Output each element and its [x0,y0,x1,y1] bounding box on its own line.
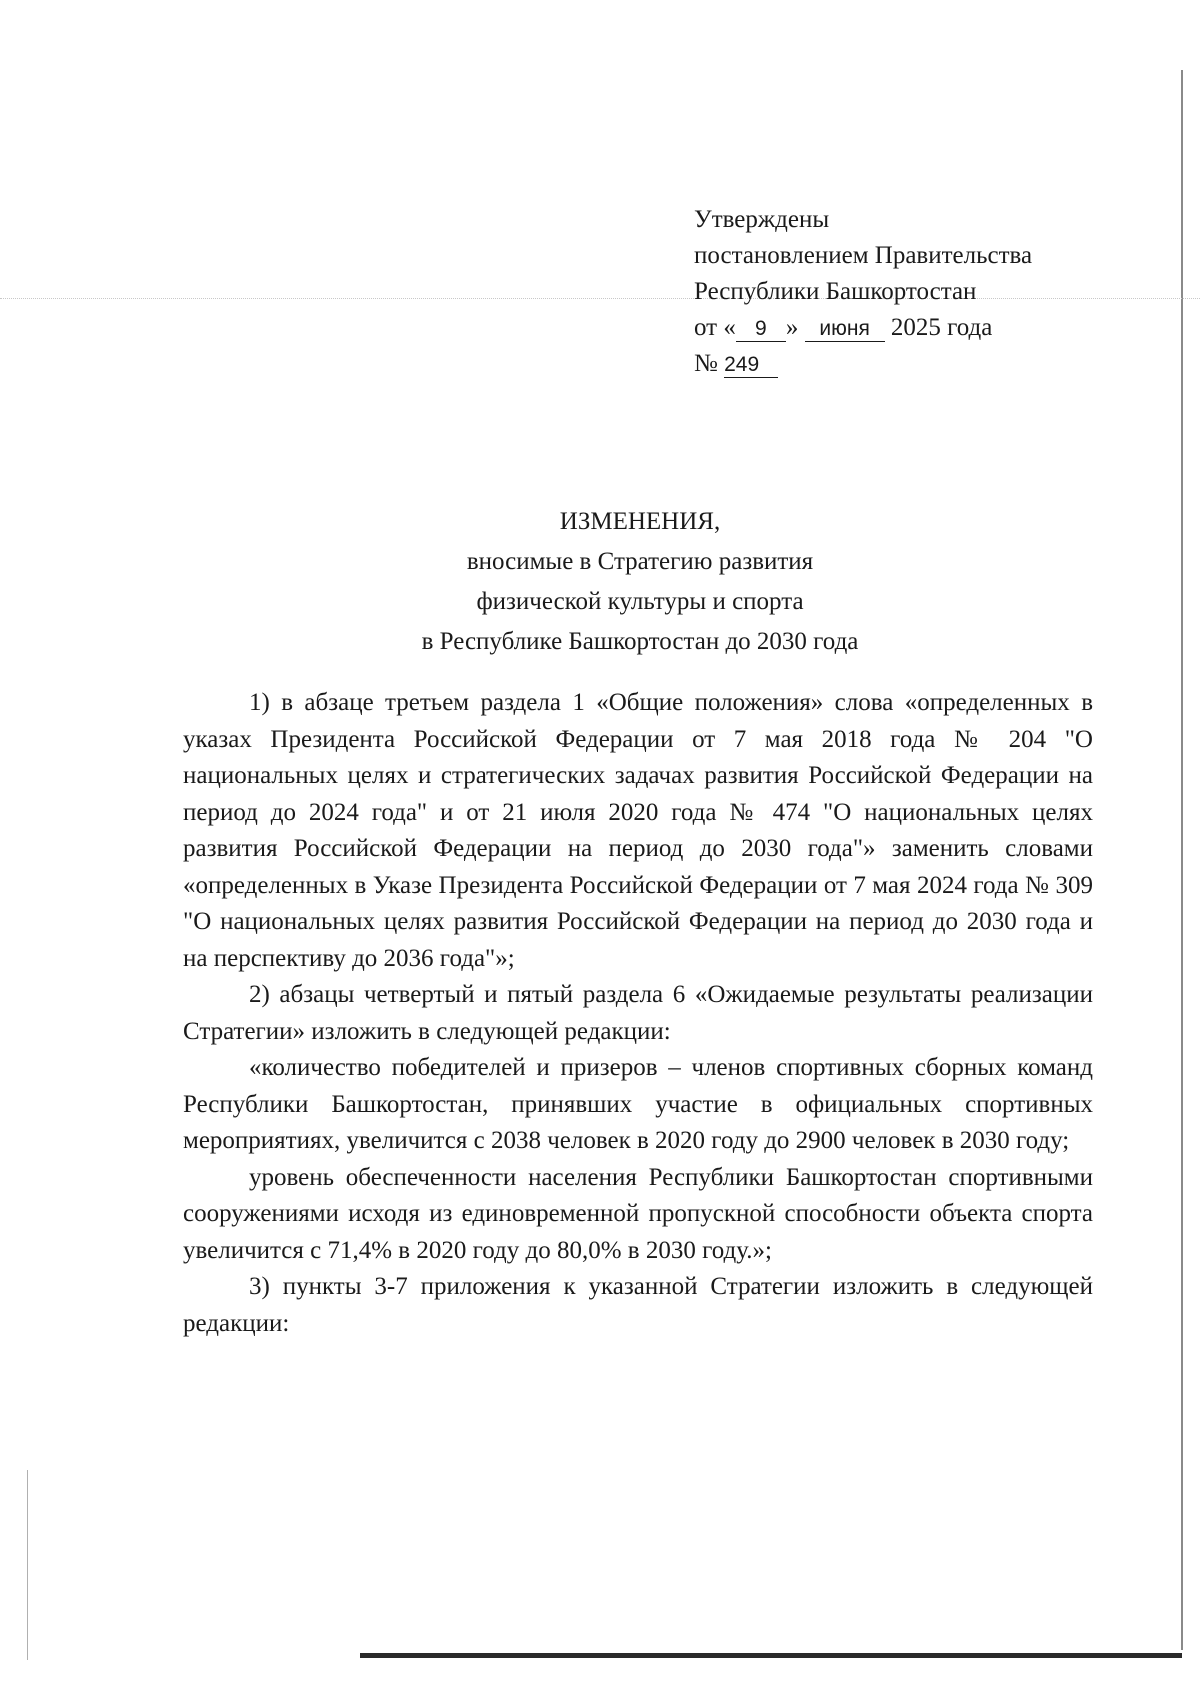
number-prefix: № [694,350,718,377]
approval-line: Республики Башкортостан [694,278,977,305]
heading-line: физической культуры и спорта [476,588,804,615]
paragraph: 2) абзацы четвертый и пятый раздела 6 «Ожидаемые результаты реализации Стратегии» изложить в следующей редакции: [183,981,1093,1045]
date-mid: » [785,314,799,341]
heading-title: ИЗМЕНЕНИЯ, [559,508,721,535]
paragraph: уровень обеспеченности населения Республики Башкортостан спортивными сооружениями исходя из единовременной пропускной способности объекта спорта увеличится с 71,4% в 2020 году до 80,0% в 2030 году.»; [183,1163,1093,1264]
approval-date [694,310,1032,346]
heading-line: вносимые в Стратегию развития [466,548,814,575]
date-year: 2025 года [890,314,993,341]
document-number: 249 [724,353,778,378]
document-body [183,685,1093,1342]
document-heading [180,502,1100,662]
approval-line: постановлением Правительства [694,242,1033,269]
scan-edge-bottom [360,1653,1182,1658]
paragraph: 1) в абзаце третьем раздела 1 «Общие положения» слова «определенных в указах Президента Российской Федерации от 7 мая 2018 года № 204 "О национальных целях и стратегических задачах развития Российской Федерации на период до 2024 года" и от 21 июля 2020 года № 474 "О национальных целях развития Российской Федерации на период до 2030 года"» заменить словами «определенных в Указе Президента Российской Федерации от 7 мая 2024 года № 309 "О национальных целях развития Российской Федерации на период до 2030 года и на перспективу до 2036 года"»; [183,689,1093,972]
paragraph: «количество победителей и призеров – членов спортивных сборных команд Республики Башкортостан, принявших участие в официальных спортивных мероприятиях, увеличится с 2038 человек в 2020 году до 2900 человек в 2030 году; [183,1054,1093,1154]
date-prefix: от « [694,314,736,341]
approval-block [694,202,1032,382]
heading-line: в Республике Башкортостан до 2030 года [421,628,859,655]
scan-edge-left [27,1470,28,1660]
paragraph: 3) пункты 3-7 приложения к указанной Стратегии изложить в следующей редакции: [183,1273,1093,1337]
approval-line: Утверждены [694,206,830,233]
date-month: июня [805,317,885,342]
scan-edge-right [1181,70,1183,1650]
approval-number [694,346,1032,382]
date-day: 9 [736,317,786,342]
